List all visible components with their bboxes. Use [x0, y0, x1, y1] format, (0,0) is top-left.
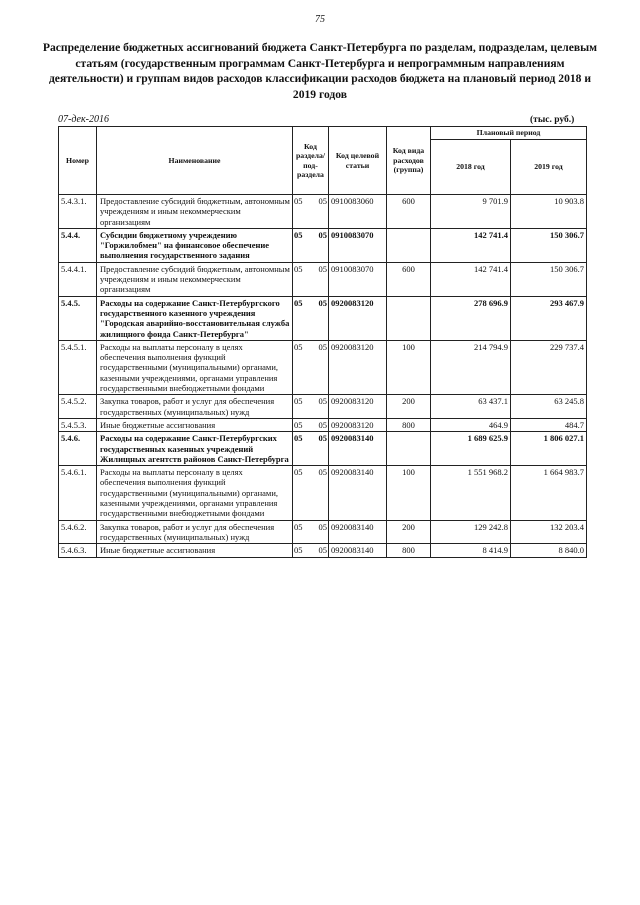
row-subsection: 05: [318, 297, 327, 308]
row-expense-type: [387, 296, 431, 340]
row-number: 5.4.5.3.: [59, 418, 97, 431]
table-row: [59, 262, 587, 296]
table-body: [59, 195, 587, 558]
row-number: 5.4.5.2.: [59, 395, 97, 419]
row-2019-value: 8 840.0: [511, 544, 587, 557]
row-number: 5.4.4.: [59, 228, 97, 262]
row-name: Субсидии бюджетному учреждению "Горжилобмен" на финансовое обеспечение выполнения государственного задания: [97, 228, 293, 262]
row-number: 5.4.4.1.: [59, 262, 97, 296]
row-2018-value: 9 701.9: [431, 195, 511, 229]
row-subsection: 05: [318, 521, 327, 532]
row-2019-value: 150 306.7: [511, 262, 587, 296]
row-2019-value: 132 203.4: [511, 520, 587, 544]
row-2018-value: 214 794.9: [431, 340, 511, 394]
row-article-code: 0910083070: [329, 262, 387, 296]
row-expense-type: [387, 228, 431, 262]
header-expense-type-code: Код вида расходов (группа): [387, 127, 431, 195]
row-2018-value: 129 242.8: [431, 520, 511, 544]
row-section-code: [293, 395, 329, 419]
row-number: 5.4.6.: [59, 432, 97, 466]
row-expense-type: 600: [387, 262, 431, 296]
document-date: 07-дек-2016: [58, 114, 109, 125]
row-name: Расходы на выплаты персоналу в целях обеспечения выполнения функций государственными (муниципальными) органами, казенными учреждениями, органами управления государственными внебюджетными фондами: [97, 340, 293, 394]
row-2018-value: 1 551 968.2: [431, 466, 511, 520]
row-expense-type: 100: [387, 340, 431, 394]
row-2018-value: 464.9: [431, 418, 511, 431]
row-section-code: [293, 228, 329, 262]
row-section: 05: [294, 196, 303, 206]
row-2018-value: 278 696.9: [431, 296, 511, 340]
row-number: 5.4.6.1.: [59, 466, 97, 520]
row-section: 05: [294, 396, 303, 407]
row-subsection: 05: [318, 396, 327, 407]
row-section-code: [293, 466, 329, 520]
table-row: [59, 544, 587, 557]
row-2019-value: 1 806 027.1: [511, 432, 587, 466]
row-expense-type: 200: [387, 520, 431, 544]
row-name: Предоставление субсидий бюджетным, автономным учреждениям и иным некоммерческим организациям: [97, 195, 293, 229]
row-section: 05: [294, 263, 303, 274]
table-row: [59, 466, 587, 520]
row-section-code: [293, 432, 329, 466]
row-name: Закупка товаров, работ и услуг для обеспечения государственных (муниципальных) нужд: [97, 395, 293, 419]
row-section: 05: [294, 297, 303, 308]
row-2019-value: 1 664 983.7: [511, 466, 587, 520]
table-row: [59, 296, 587, 340]
row-article-code: 0910083070: [329, 228, 387, 262]
header-article-code: Код целевой статьи: [329, 127, 387, 195]
row-article-code: 0920083140: [329, 466, 387, 520]
row-number: 5.4.6.3.: [59, 544, 97, 557]
row-expense-type: [387, 432, 431, 466]
row-section-code: [293, 195, 329, 229]
table-row: [59, 395, 587, 419]
row-section: 05: [294, 521, 303, 532]
table-row: [59, 195, 587, 229]
row-name: Расходы на выплаты персоналу в целях обеспечения выполнения функций государственными (муниципальными) органами, казенными учреждениями, органами управления государственными внебюджетными фондами: [97, 466, 293, 520]
row-2018-value: 142 741.4: [431, 228, 511, 262]
row-2019-value: 150 306.7: [511, 228, 587, 262]
row-subsection: 05: [318, 419, 327, 430]
row-section-code: [293, 520, 329, 544]
row-article-code: 0920083120: [329, 340, 387, 394]
row-article-code: 0920083140: [329, 520, 387, 544]
row-article-code: 0920083120: [329, 418, 387, 431]
row-name: Предоставление субсидий бюджетным, автономным учреждениям и иным некоммерческим организациям: [97, 262, 293, 296]
row-expense-type: 800: [387, 418, 431, 431]
row-section: 05: [294, 467, 303, 478]
row-number: 5.4.5.1.: [59, 340, 97, 394]
row-article-code: 0920083120: [329, 296, 387, 340]
row-section-code: [293, 340, 329, 394]
row-expense-type: 800: [387, 544, 431, 557]
row-number: 5.4.6.2.: [59, 520, 97, 544]
header-number: Номер: [59, 127, 97, 195]
row-expense-type: 200: [387, 395, 431, 419]
row-name: Иные бюджетные ассигнования: [97, 418, 293, 431]
row-number: 5.4.5.: [59, 296, 97, 340]
row-section: 05: [294, 341, 303, 352]
row-subsection: 05: [318, 341, 327, 352]
row-subsection: 05: [318, 263, 327, 274]
header-year-2018: 2018 год: [431, 140, 511, 195]
row-section-code: [293, 296, 329, 340]
row-name: Закупка товаров, работ и услуг для обеспечения государственных (муниципальных) нужд: [97, 520, 293, 544]
row-2019-value: 229 737.4: [511, 340, 587, 394]
table-row: [59, 432, 587, 466]
row-2018-value: 8 414.9: [431, 544, 511, 557]
row-section-code: [293, 544, 329, 557]
row-subsection: 05: [318, 196, 327, 206]
row-name: Иные бюджетные ассигнования: [97, 544, 293, 557]
page-number: 75: [315, 14, 325, 25]
row-section: 05: [294, 229, 303, 240]
row-expense-type: 100: [387, 466, 431, 520]
row-2019-value: 63 245.8: [511, 395, 587, 419]
table-row: [59, 340, 587, 394]
row-2019-value: 484.7: [511, 418, 587, 431]
table-row: [59, 418, 587, 431]
row-article-code: 0920083140: [329, 544, 387, 557]
row-section-code: [293, 262, 329, 296]
row-name: Расходы на содержание Санкт-Петербургских государственных казенных учреждений Жилищных агентств районов Санкт-Петербурга: [97, 432, 293, 466]
row-subsection: 05: [318, 467, 327, 478]
header-planned-period: Плановый период: [431, 127, 587, 140]
row-2018-value: 142 741.4: [431, 262, 511, 296]
row-2018-value: 1 689 625.9: [431, 432, 511, 466]
header-year-2019: 2019 год: [511, 140, 587, 195]
row-subsection: 05: [318, 229, 327, 240]
row-section-code: [293, 418, 329, 431]
row-2018-value: 63 437.1: [431, 395, 511, 419]
header-section-code: Код раздела/ под- раздела: [293, 127, 329, 195]
row-2019-value: 10 903.8: [511, 195, 587, 229]
header-name: Наименование: [97, 127, 293, 195]
row-subsection: 05: [318, 545, 327, 556]
row-article-code: 0910083060: [329, 195, 387, 229]
row-article-code: 0920083140: [329, 432, 387, 466]
row-section: 05: [294, 433, 303, 444]
row-2019-value: 293 467.9: [511, 296, 587, 340]
units-label: (тыс. руб.): [530, 115, 575, 125]
row-section: 05: [294, 419, 303, 430]
document-title: Распределение бюджетных ассигнований бюджета Санкт-Петербурга по разделам, подразделам, целевым статьям (государственным программам Санкт-Петербурга и непрограммным направлениям деятельности) и группам видов расходов классификации расходов бюджета на плановый период 2018 и 2019 годов: [42, 41, 598, 101]
table-row: [59, 228, 587, 262]
table-row: [59, 520, 587, 544]
row-number: 5.4.3.1.: [59, 195, 97, 229]
row-article-code: 0920083120: [329, 395, 387, 419]
row-name: Расходы на содержание Санкт-Петербургского государственного казенного учреждения "Городская аварийно-восстановительная служба жилищного фонда Санкт-Петербурга": [97, 296, 293, 340]
row-section: 05: [294, 545, 303, 556]
row-subsection: 05: [318, 433, 327, 444]
budget-table: [58, 126, 587, 558]
row-expense-type: 600: [387, 195, 431, 229]
